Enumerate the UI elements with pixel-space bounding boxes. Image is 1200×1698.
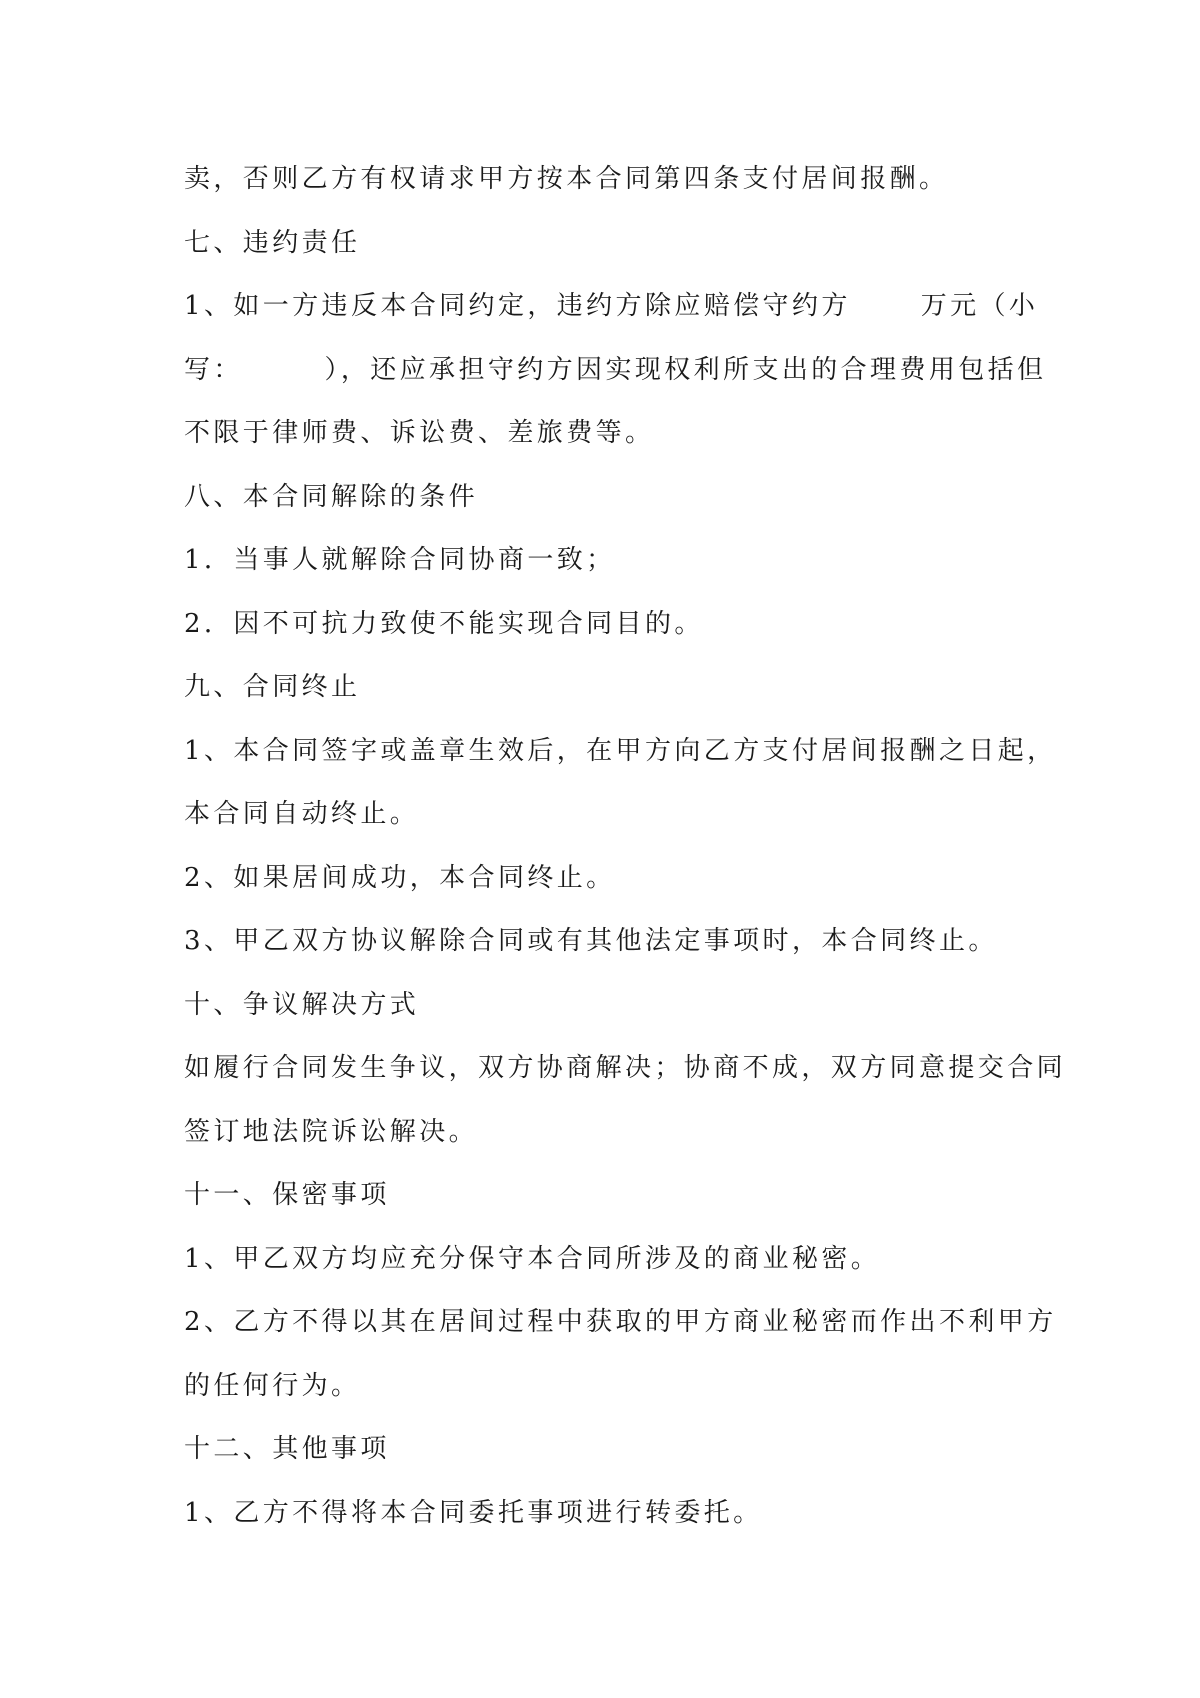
section-heading: 八、本合同解除的条件 bbox=[184, 481, 479, 512]
text-line: 的任何行为。 bbox=[184, 1370, 361, 1401]
text-line: 签订地法院诉讼解决。 bbox=[184, 1116, 479, 1147]
document-body bbox=[184, 148, 1067, 1545]
section-heading: 十二、其他事项 bbox=[184, 1434, 390, 1464]
text-line: 3、甲乙双方协议解除合同或有其他法定事项时，本合同终止。 bbox=[184, 926, 998, 956]
text-line: 1、本合同签字或盖章生效后，在甲方向乙方支付居间报酬之日起， bbox=[184, 735, 1057, 766]
text-line: 2、如果居间成功，本合同终止。 bbox=[184, 862, 616, 893]
text-line: 2．因不可抗力致使不能实现合同目的。 bbox=[184, 608, 704, 639]
section-heading: 十一、保密事项 bbox=[184, 1180, 390, 1210]
text-line: 写： ），还应承担守约方因实现权利所支出的合理费用包括但 bbox=[184, 354, 1047, 385]
section-heading: 九、合同终止 bbox=[184, 672, 361, 702]
text-line: 1．当事人就解除合同协商一致； bbox=[184, 545, 616, 575]
text-line: 1、甲乙双方均应充分保守本合同所涉及的商业秘密。 bbox=[184, 1243, 881, 1274]
section-heading: 七、违约责任 bbox=[184, 227, 361, 258]
text-line: 如履行合同发生争议，双方协商解决；协商不成，双方同意提交合同 bbox=[184, 1053, 1067, 1083]
text-line: 本合同自动终止。 bbox=[184, 799, 420, 829]
text-line: 卖，否则乙方有权请求甲方按本合同第四条支付居间报酬。 bbox=[184, 164, 949, 194]
section-heading: 十、争议解决方式 bbox=[184, 989, 420, 1020]
text-line: 1、如一方违反本合同约定，违约方除应赔偿守约方 万元（小 bbox=[184, 291, 1039, 321]
text-line: 1、乙方不得将本合同委托事项进行转委托。 bbox=[184, 1497, 763, 1528]
text-line: 不限于律师费、诉讼费、差旅费等。 bbox=[184, 418, 655, 448]
text-line: 2、乙方不得以其在居间过程中获取的甲方商业秘密而作出不利甲方 bbox=[184, 1307, 1057, 1337]
